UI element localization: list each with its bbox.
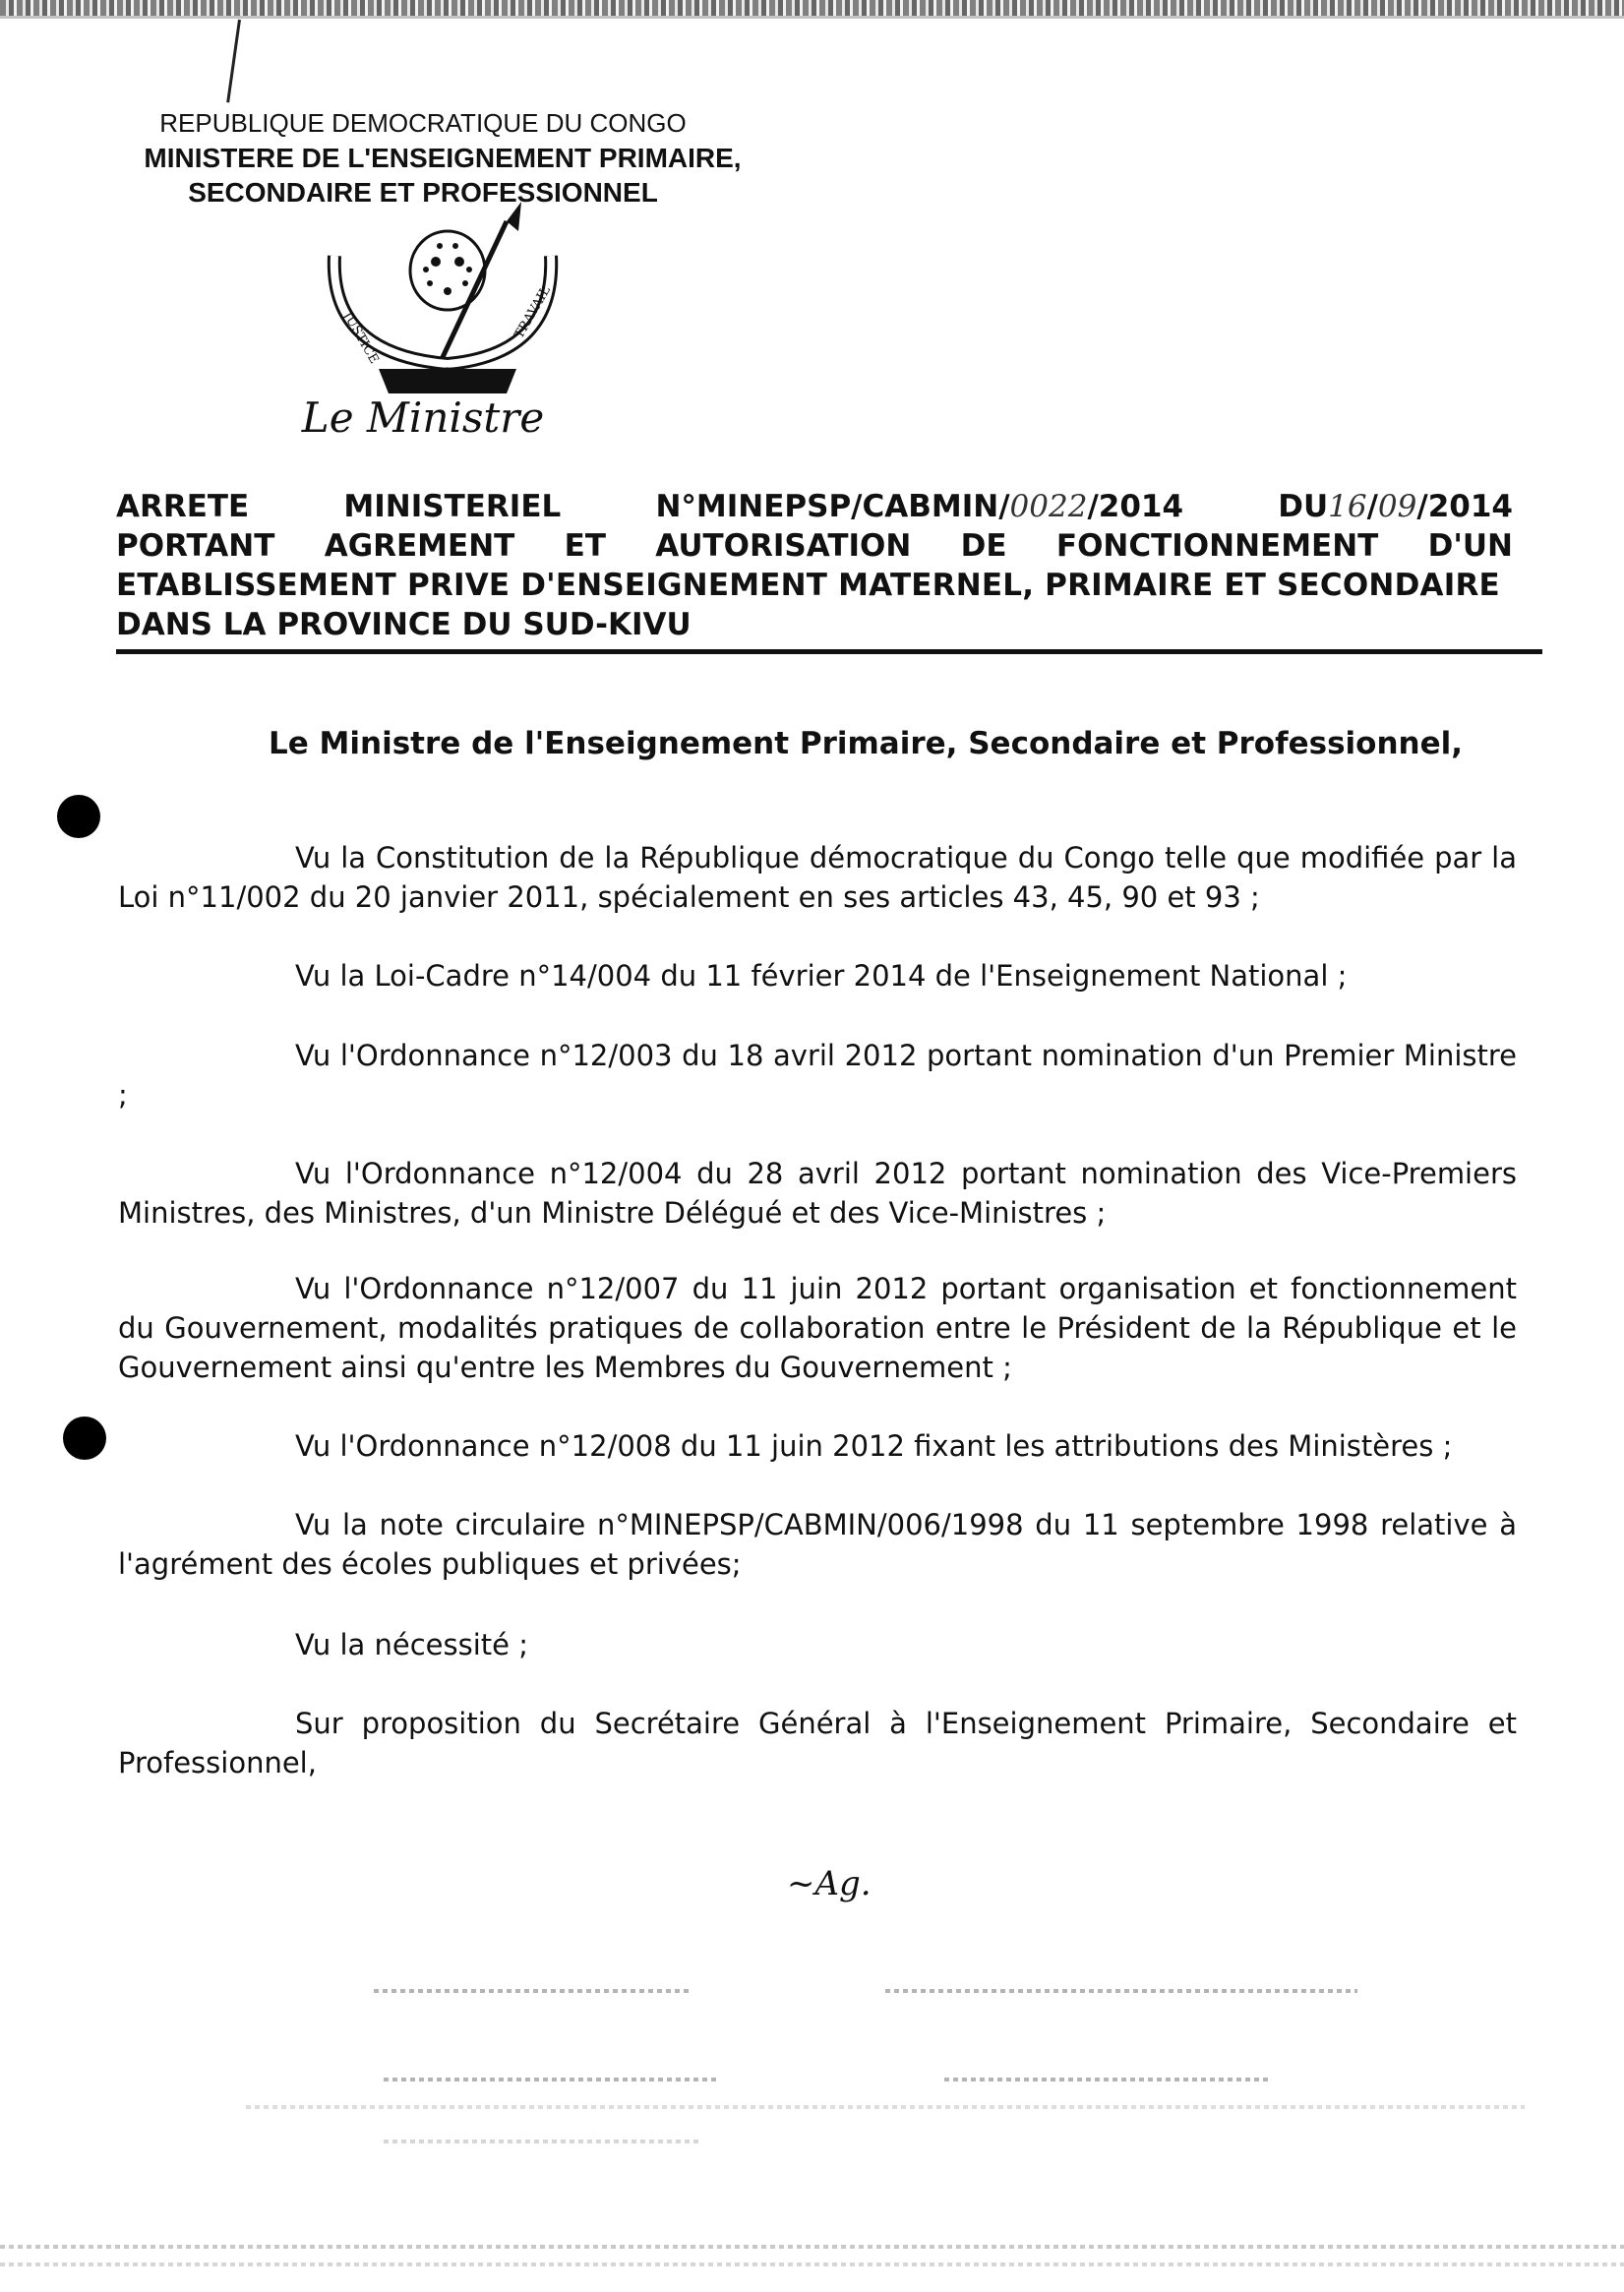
paragraph-constitution: Vu la Constitution de la République démocratique du Congo telle que modifiée par la Loi n°11/002 du 20 janvier 2011, spécialement en ses articles 43, 45, 90 et 93 ;: [118, 841, 1517, 914]
minister-label: Le Ministre: [301, 393, 545, 442]
title-line-3: ETABLISSEMENT PRIVE D'ENSEIGNEMENT MATERNEL, PRIMAIRE ET SECONDAIRE: [116, 568, 1500, 603]
title-line-4: DANS LA PROVINCE DU SUD-KIVU: [116, 607, 692, 642]
scan-edge-bottom: [0, 2262, 1624, 2266]
scan-edge-top: [0, 0, 1624, 16]
title-line-2: PORTANT AGREMENT ET AUTORISATION DE FONCTIONNEMENT D'UN: [116, 528, 1513, 564]
country-name: REPUBLIQUE DEMOCRATIQUE DU CONGO: [159, 108, 687, 138]
handwritten-initials: ~Ag.: [787, 1864, 872, 1903]
paragraph-ordonnance-12-008: Vu l'Ordonnance n°12/008 du 11 juin 2012 fixant les attributions des Ministères ;: [295, 1429, 1453, 1463]
title-line-1: ARRETE MINISTERIEL N°MINEPSP/CABMIN/0022/2014 DU16/09/2014: [116, 489, 1513, 524]
bleed-through-line: [384, 2078, 718, 2081]
paragraph-proposition: Sur proposition du Secrétaire Général à l'Enseignement Primaire, Secondaire et Professionnel,: [118, 1707, 1517, 1779]
scan-edge-bottom: [0, 2245, 1624, 2249]
handwritten-day: 16: [1328, 489, 1367, 524]
bleed-through-line: [246, 2105, 1525, 2109]
motto-travail: TRAVAIL: [511, 283, 554, 341]
bleed-through-line: [374, 1989, 689, 1993]
paragraph-necessite: Vu la nécessité ;: [295, 1628, 528, 1661]
paragraph-ordonnance-12-004: Vu l'Ordonnance n°12/004 du 28 avril 2012 portant nomination des Vice-Premiers Ministres, des Ministres, d'un Ministre Délégué et des Vice-Ministres ;: [118, 1157, 1517, 1230]
paragraph-note-circulaire: Vu la note circulaire n°MINEPSP/CABMIN/006/1998 du 11 septembre 1998 relative à l'agrément des écoles publiques et privées;: [118, 1508, 1517, 1581]
paragraph-ordonnance-12-007: Vu l'Ordonnance n°12/007 du 11 juin 2012 portant organisation et fonctionnement du Gouvernement, modalités pratiques de collaboration entre le Président de la République et le Gouvernement ainsi qu'entre les Membres du Gouvernement ;: [118, 1272, 1517, 1384]
minister-heading: Le Ministre de l'Enseignement Primaire, Secondaire et Professionnel,: [268, 726, 1464, 761]
title-underline: [116, 649, 1542, 654]
punch-hole-top: [57, 795, 100, 838]
ministry-name-line1: MINISTERE DE L'ENSEIGNEMENT PRIMAIRE,: [144, 143, 742, 173]
decree-title: [116, 487, 1513, 644]
paragraph-loi-cadre: Vu la Loi-Cadre n°14/004 du 11 février 2014 de l'Enseignement National ;: [295, 959, 1348, 993]
ministry-name-line2: SECONDAIRE ET PROFESSIONNEL: [188, 177, 658, 208]
bleed-through-line: [384, 2140, 698, 2143]
handwritten-number: 0022: [1009, 489, 1088, 524]
punch-hole-bottom: [63, 1417, 106, 1460]
pen-stroke: [226, 20, 241, 103]
paragraph-ordonnance-12-003: Vu l'Ordonnance n°12/003 du 18 avril 2012 portant nomination d'un Premier Ministre ;: [118, 1039, 1517, 1112]
motto-justice: JUSTICE: [339, 309, 382, 367]
bleed-through-line: [944, 2078, 1269, 2081]
scan-edge-line: [0, 16, 1624, 19]
coat-of-arms-emblem: [310, 197, 585, 423]
bleed-through-line: [885, 1989, 1357, 1993]
handwritten-month: 09: [1377, 489, 1417, 524]
